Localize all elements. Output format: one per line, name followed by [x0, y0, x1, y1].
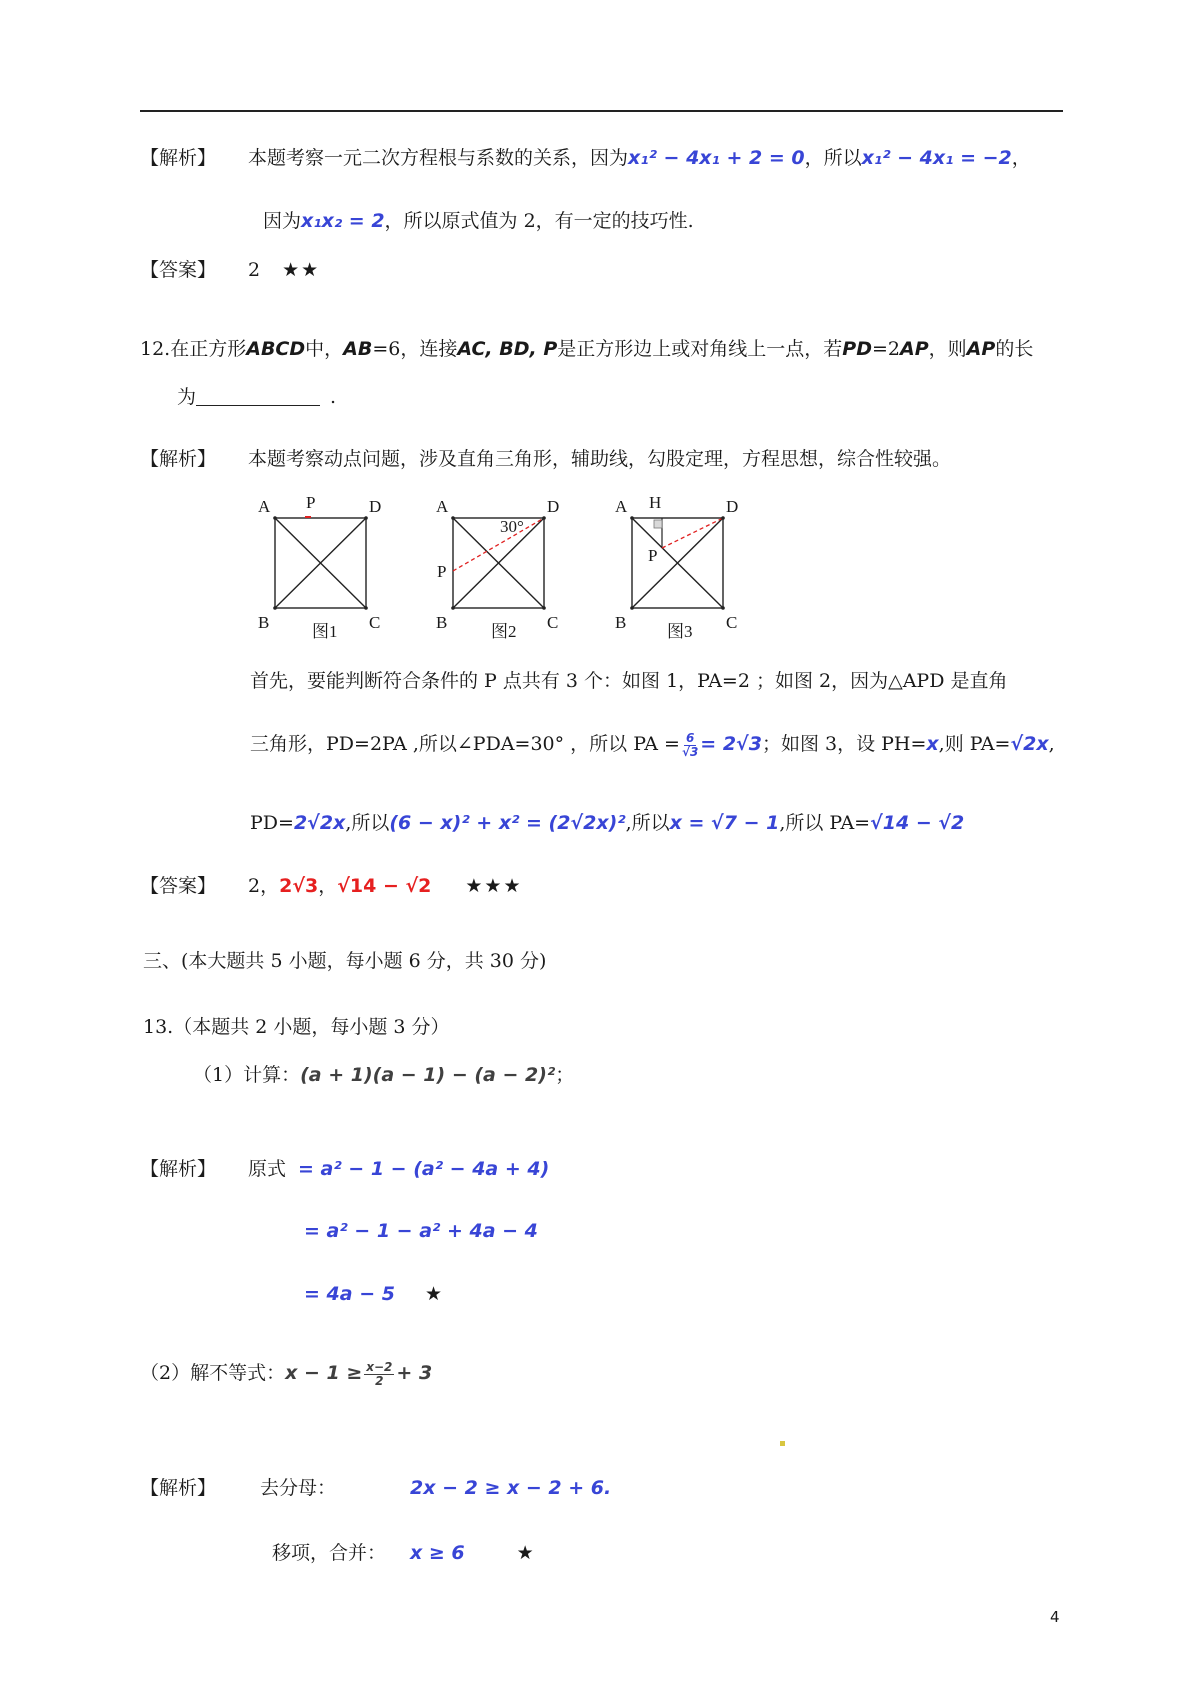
q12-var-acbd: AC, BD, P: [457, 338, 558, 360]
q12-e2-value: = 2√3: [700, 733, 762, 756]
fig2-label-c: C: [547, 613, 559, 632]
q11-text-mid: ，所以: [804, 147, 862, 169]
q13-part2-analysis: [140, 1477, 611, 1500]
q12-e2-mid2: ,则 PA=: [938, 733, 1011, 756]
q13-a1-line3: = 4a − 5: [304, 1283, 395, 1305]
q12-t1: 在正方形: [170, 338, 247, 360]
q12-line2-post: .: [330, 386, 337, 408]
q12-e2-pre: 三角形，PD=2PA ,所以∠PDA=30° ，所以 PA =: [250, 733, 680, 756]
fig1-label-c: C: [369, 613, 381, 632]
q12-e1-text: 首先，要能判断符合条件的 P 点共有 3 个：如图 1，PA=2 ；如图 2，因为△APD 是直角: [250, 670, 1008, 692]
q13-p2-expression-right: + 3: [396, 1362, 433, 1385]
q13-p2-label: （2）解不等式：: [140, 1362, 286, 1385]
q12-t7: 的长: [995, 338, 1034, 360]
q12-t5: =2: [872, 338, 901, 360]
answer-tag: 【答案】: [140, 259, 217, 281]
fig3-label-a: A: [615, 497, 628, 516]
fig3-caption: 图3: [667, 622, 693, 641]
q12-number: 12.: [140, 338, 171, 360]
q12-explanation-line1: [250, 670, 1008, 693]
q11-eq2: x₁² − 4x₁ = −2: [861, 147, 1012, 169]
q11-analysis-line2: [263, 210, 694, 233]
fig2-label-a: A: [436, 497, 449, 516]
q13-a2-step1: 2x − 2 ≥ x − 2 + 6.: [410, 1477, 612, 1499]
analysis-tag: 【解析】: [140, 448, 217, 470]
q13-a1-line2: = a² − 1 − a² + 4a − 4: [304, 1220, 538, 1242]
analysis-tag: 【解析】: [140, 1158, 217, 1180]
figure3-right-angle-mark: [654, 520, 662, 528]
q11-answer: [140, 259, 320, 282]
q13-a1-star: ★: [424, 1283, 444, 1305]
q12-e3-mid3: ,所以 PA=: [779, 812, 871, 834]
stray-dot: [780, 1441, 785, 1446]
fig3-label-c: C: [726, 613, 738, 632]
q12-answer-sep: ，: [318, 875, 338, 897]
fraction-denominator: 2: [375, 1373, 384, 1388]
answer-tag: 【答案】: [140, 875, 217, 897]
fraction-numerator: 6: [685, 731, 695, 745]
q13-p2-expression-left: x − 1 ≥: [285, 1362, 363, 1385]
q13-a2-step1-label: 去分母：: [260, 1477, 337, 1499]
fig1-caption: 图1: [312, 622, 338, 641]
q12-explanation-line3: [250, 812, 964, 835]
q13-part1: [193, 1064, 574, 1087]
fig3-label-b: B: [615, 613, 627, 632]
fig3-label-d: D: [726, 497, 739, 516]
q12-t2: 中，: [305, 338, 344, 360]
q12-answer: [140, 875, 523, 898]
q12-e2-value2: √2x: [1010, 733, 1049, 756]
q12-question-line2: [177, 386, 336, 409]
q11-answer-value: 2: [248, 259, 261, 281]
page-number: 4: [1050, 1608, 1060, 1626]
q12-e2-fraction: [682, 732, 698, 758]
q12-e3-mid: ,所以: [345, 812, 390, 834]
q13-a1-line1: = a² − 1 − (a² − 4a + 4): [298, 1158, 550, 1180]
q11-difficulty-stars: ★★: [282, 259, 321, 281]
fig2-caption: 图2: [491, 622, 517, 641]
fraction-denominator: √3: [681, 744, 699, 759]
q12-e3-result: √14 − √2: [870, 812, 965, 834]
fig3-label-p: P: [648, 546, 658, 565]
header-rule: [140, 110, 1063, 112]
q12-t4: 是正方形边上或对角线上一点，若: [557, 338, 843, 360]
fig1-label-d: D: [369, 497, 382, 516]
q13-p1-end: ；: [555, 1064, 575, 1086]
q11-line2-post: ，所以原式值为 2，有一定的技巧性.: [384, 210, 694, 232]
analysis-tag: 【解析】: [140, 147, 217, 169]
q13-part2: [140, 1361, 432, 1387]
q13-part1-step2: [304, 1220, 538, 1243]
fig2-angle-label: 30°: [500, 517, 524, 536]
q13-p2-fraction: [364, 1361, 394, 1387]
answer-blank: [196, 387, 320, 406]
q12-var-ap2: AP: [966, 338, 996, 360]
q12-var-ab: AB: [343, 338, 373, 360]
fig2-label-b: B: [436, 613, 448, 632]
q11-analysis: [140, 147, 1031, 170]
q12-explanation-line2: [250, 732, 1055, 758]
q12-e2-mid: ；如图 3，设 PH=: [761, 733, 927, 756]
fraction-numerator: x−2: [366, 1360, 393, 1374]
q12-e3-equation2: x = √7 − 1: [669, 812, 780, 834]
q13-a1-label: 原式: [248, 1158, 287, 1180]
figure3-segment-pd: [662, 518, 723, 548]
q12-e3-mid2: ,所以: [625, 812, 670, 834]
q12-analysis-intro: 本题考察动点问题，涉及直角三角形，辅助线，勾股定理，方程思想，综合性较强。: [248, 448, 952, 470]
q11-line2-pre: 因为: [263, 210, 302, 232]
q12-difficulty-stars: ★★★: [465, 875, 523, 897]
q12-var-pd: PD: [842, 338, 872, 360]
q12-analysis: [140, 448, 951, 471]
q11-analysis-text: 本题考察一元二次方程根与系数的关系，因为: [248, 147, 629, 169]
fig1-label-a: A: [258, 497, 271, 516]
q13-a2-step2: x ≥ 6: [410, 1542, 465, 1564]
q11-text-end: ，: [1011, 147, 1031, 169]
q12-var-abcd: ABCD: [246, 338, 306, 360]
q12-question: [140, 338, 1033, 361]
fig3-label-h: H: [649, 493, 662, 512]
q12-line2-pre: 为: [177, 386, 197, 408]
fig2-label-d: D: [547, 497, 560, 516]
q12-answer-value2: √14 − √2: [337, 875, 432, 897]
q12-e3-pre: PD=: [250, 812, 294, 834]
analysis-tag: 【解析】: [140, 1477, 217, 1499]
q13-title: 13.（本题共 2 小题，每小题 3 分）: [143, 1016, 450, 1038]
q12-answer-value1: 2√3: [279, 875, 319, 897]
q12-var-ap: AP: [900, 338, 929, 360]
q13-a2-step2-label: 移项，合并：: [272, 1542, 387, 1564]
fig1-label-b: B: [258, 613, 270, 632]
fig2-label-p: P: [437, 562, 447, 581]
q12-e3-equation: (6 − x)² + x² = (2√2x)²: [389, 812, 626, 834]
q13-part1-step3: [304, 1283, 444, 1306]
square-figures: [250, 490, 770, 650]
q13-p1-expression: (a + 1)(a − 1) − (a − 2)²: [300, 1064, 556, 1086]
q12-e3-v1: 2√2x: [293, 812, 346, 834]
q13-part2-step2: [272, 1542, 536, 1565]
q11-eq3: x₁x₂ = 2: [301, 210, 385, 232]
q11-eq1: x₁² − 4x₁ + 2 = 0: [628, 147, 805, 169]
q13-part1-analysis: [140, 1158, 549, 1181]
q12-e2-x: x: [926, 733, 939, 756]
fig1-label-p: P: [306, 493, 316, 512]
q13-p1-label: （1）计算：: [193, 1064, 301, 1086]
q12-e2-end: ,: [1048, 733, 1055, 756]
q12-t3: =6，连接: [372, 338, 458, 360]
q13-a2-star: ★: [516, 1542, 536, 1564]
q12-t6: ，则: [928, 338, 967, 360]
section3-title: 三、(本大题共 5 小题，每小题 6 分，共 30 分): [143, 950, 547, 972]
q12-answer-pre: 2，: [248, 875, 280, 897]
